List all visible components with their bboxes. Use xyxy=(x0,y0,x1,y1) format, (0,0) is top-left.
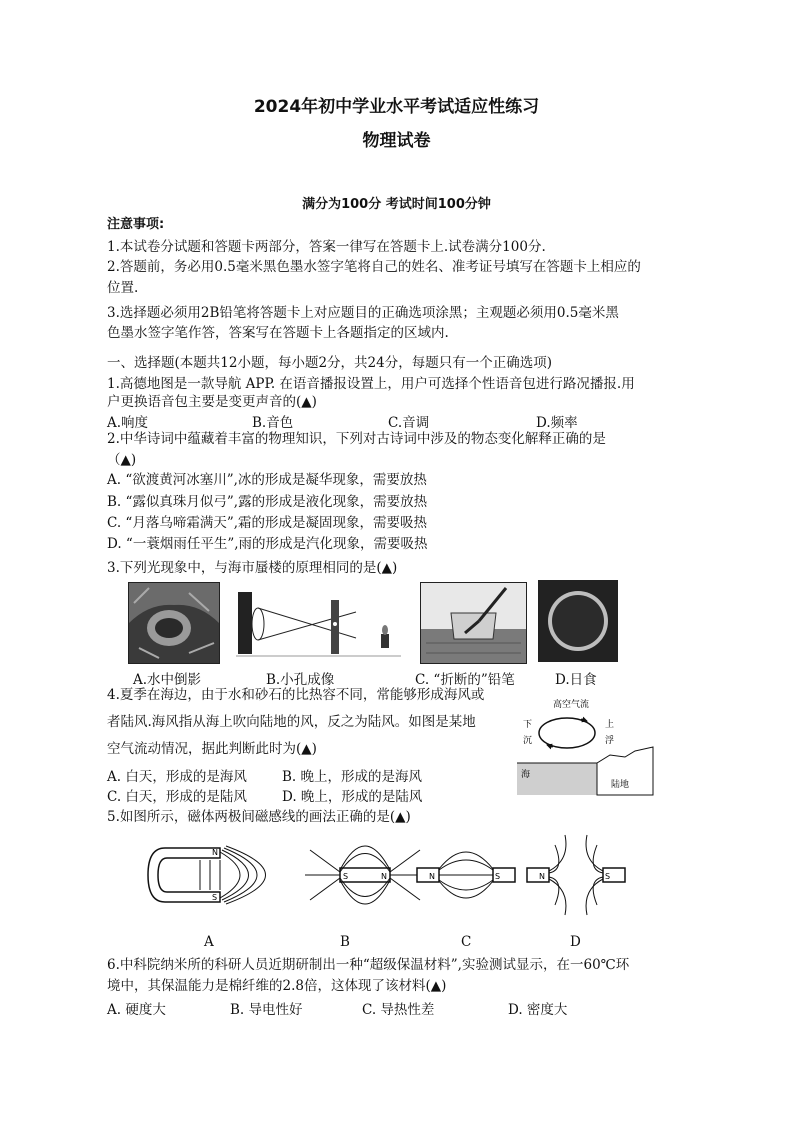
q1-stem: 1.高德地图是一款导航 APP. 在语音播报设置上，用户可选择个性语音包进行路况播报.用 xyxy=(107,376,635,392)
q1-option-d: D.频率 xyxy=(536,415,578,431)
q6-option-a: A. 硬度大 xyxy=(107,1002,166,1018)
q5-figure-d xyxy=(527,835,625,915)
q4-stem: 空气流动情况，据此判断此时为(▲) xyxy=(107,741,317,757)
q5-caption-d: D xyxy=(570,934,581,950)
q4-option-b: B. 晚上，形成的是海风 xyxy=(282,769,423,785)
q4-label-land: 陆地 xyxy=(611,780,630,790)
q3-caption-b: B.小孔成像 xyxy=(266,672,335,688)
q5-figure-c xyxy=(417,852,515,898)
q3-caption-a: A.水中倒影 xyxy=(133,672,202,688)
q3-stem: 3.下列光现象中，与海市蜃楼的原理相同的是(▲) xyxy=(107,560,398,576)
svg-text:S: S xyxy=(605,872,611,881)
q3-image-eclipse xyxy=(538,580,618,662)
q3-image-pinhole xyxy=(236,582,401,662)
q5-caption-c: C xyxy=(461,934,472,950)
q6-stem: 6.中科院纳米所的科研人员近期研制出一种“超级保温材料”,实验测试显示，在一60℃环 xyxy=(107,957,630,973)
q4-stem: 4.夏季在海边，由于水和砂石的比热容不同，常能够形成海风或 xyxy=(107,687,485,703)
notes-heading: 注意事项: xyxy=(107,217,165,232)
q4-option-d: D. 晚上，形成的是陆风 xyxy=(282,789,423,805)
svg-text:N: N xyxy=(539,872,545,881)
q4-label-up2: 浮 xyxy=(605,736,615,746)
svg-text:N: N xyxy=(381,872,387,881)
q6-option-d: D. 密度大 xyxy=(508,1002,568,1018)
q2-option-a: A. “欲渡黄河冰塞川”,冰的形成是凝华现象，需要放热 xyxy=(107,472,427,488)
note-line: 1.本试卷分试题和答题卡两部分，答案一律写在答题卡上.试卷满分100分. xyxy=(107,239,546,255)
q5-magnet-figures xyxy=(140,830,630,925)
q1-option-b: B.音色 xyxy=(252,415,294,431)
q4-label-down1: 下 xyxy=(523,720,533,730)
q5-figure-a xyxy=(148,846,266,904)
score-time-line: 满分为100分 考试时间100分钟 xyxy=(302,197,491,212)
exam-subtitle: 物理试卷 xyxy=(362,131,431,151)
q2-stem: （▲) xyxy=(107,452,137,468)
exam-title: 2024年初中学业水平考试适应性练习 xyxy=(253,97,540,117)
q4-option-a: A. 白天，形成的是海风 xyxy=(107,769,247,785)
q6-option-b: B. 导电性好 xyxy=(230,1002,303,1018)
q2-option-c: C. “月落乌啼霜满天”,霜的形成是凝固现象，需要吸热 xyxy=(107,515,428,531)
q3-image-reflection xyxy=(128,582,220,664)
q2-option-b: B. “露似真珠月似弓”,露的形成是液化现象，需要放热 xyxy=(107,494,428,510)
q6-stem: 境中，其保温能力是棉纤维的2.8倍，这体现了该材料(▲) xyxy=(107,978,447,994)
note-line: 3.选择题必须用2B铅笔将答题卡上对应题目的正确选项涂黑；主观题必须用0.5毫米黑 xyxy=(107,305,619,321)
q4-label-down2: 沉 xyxy=(523,736,533,746)
q5-figure-b xyxy=(305,846,425,904)
q1-option-c: C.音调 xyxy=(388,415,430,431)
svg-text:N: N xyxy=(429,872,435,881)
q3-caption-d: D.日食 xyxy=(555,672,597,688)
q2-stem: 2.中华诗词中蕴藏着丰富的物理知识，下列对古诗词中涉及的物态变化解释正确的是 xyxy=(107,431,606,447)
svg-text:S: S xyxy=(343,872,349,881)
svg-text:N: N xyxy=(212,848,218,857)
q4-wind-diagram xyxy=(515,695,655,798)
q6-option-c: C. 导热性差 xyxy=(362,1002,435,1018)
note-line: 色墨水签字笔作答，答案写在答题卡上各题指定的区域内. xyxy=(107,325,449,341)
q1-stem: 户更换语音包主要是变更声音的(▲) xyxy=(107,394,317,410)
section-heading: 一、选择题(本题共12小题，每小题2分，共24分，每题只有一个正确选项) xyxy=(107,355,552,371)
svg-text:S: S xyxy=(212,893,218,902)
q4-label-sea: 海 xyxy=(521,770,531,780)
note-line: 位置. xyxy=(107,280,139,296)
q4-stem: 者陆风.海风指从海上吹向陆地的风，反之为陆风。如图是某地 xyxy=(107,714,476,730)
q4-option-c: C. 白天，形成的是陆风 xyxy=(107,789,247,805)
q5-stem: 5.如图所示，磁体两极间磁感线的画法正确的是(▲) xyxy=(107,809,411,825)
note-line: 2.答题前，务必用0.5毫米黑色墨水签字笔将自己的姓名、准考证号填写在答题卡上相应的 xyxy=(107,259,641,275)
q3-image-pencil xyxy=(420,582,527,664)
q1-option-a: A.响度 xyxy=(107,415,149,431)
q4-label-up1: 上 xyxy=(605,720,615,730)
q3-caption-c: C. “折断的”铅笔 xyxy=(415,672,515,688)
q2-option-d: D. “一蓑烟雨任平生”,雨的形成是汽化现象，需要吸热 xyxy=(107,536,428,552)
q5-caption-b: B xyxy=(340,934,350,950)
svg-text:S: S xyxy=(495,872,501,881)
q4-label-top: 高空气流 xyxy=(553,700,590,710)
q5-caption-a: A xyxy=(204,934,214,950)
